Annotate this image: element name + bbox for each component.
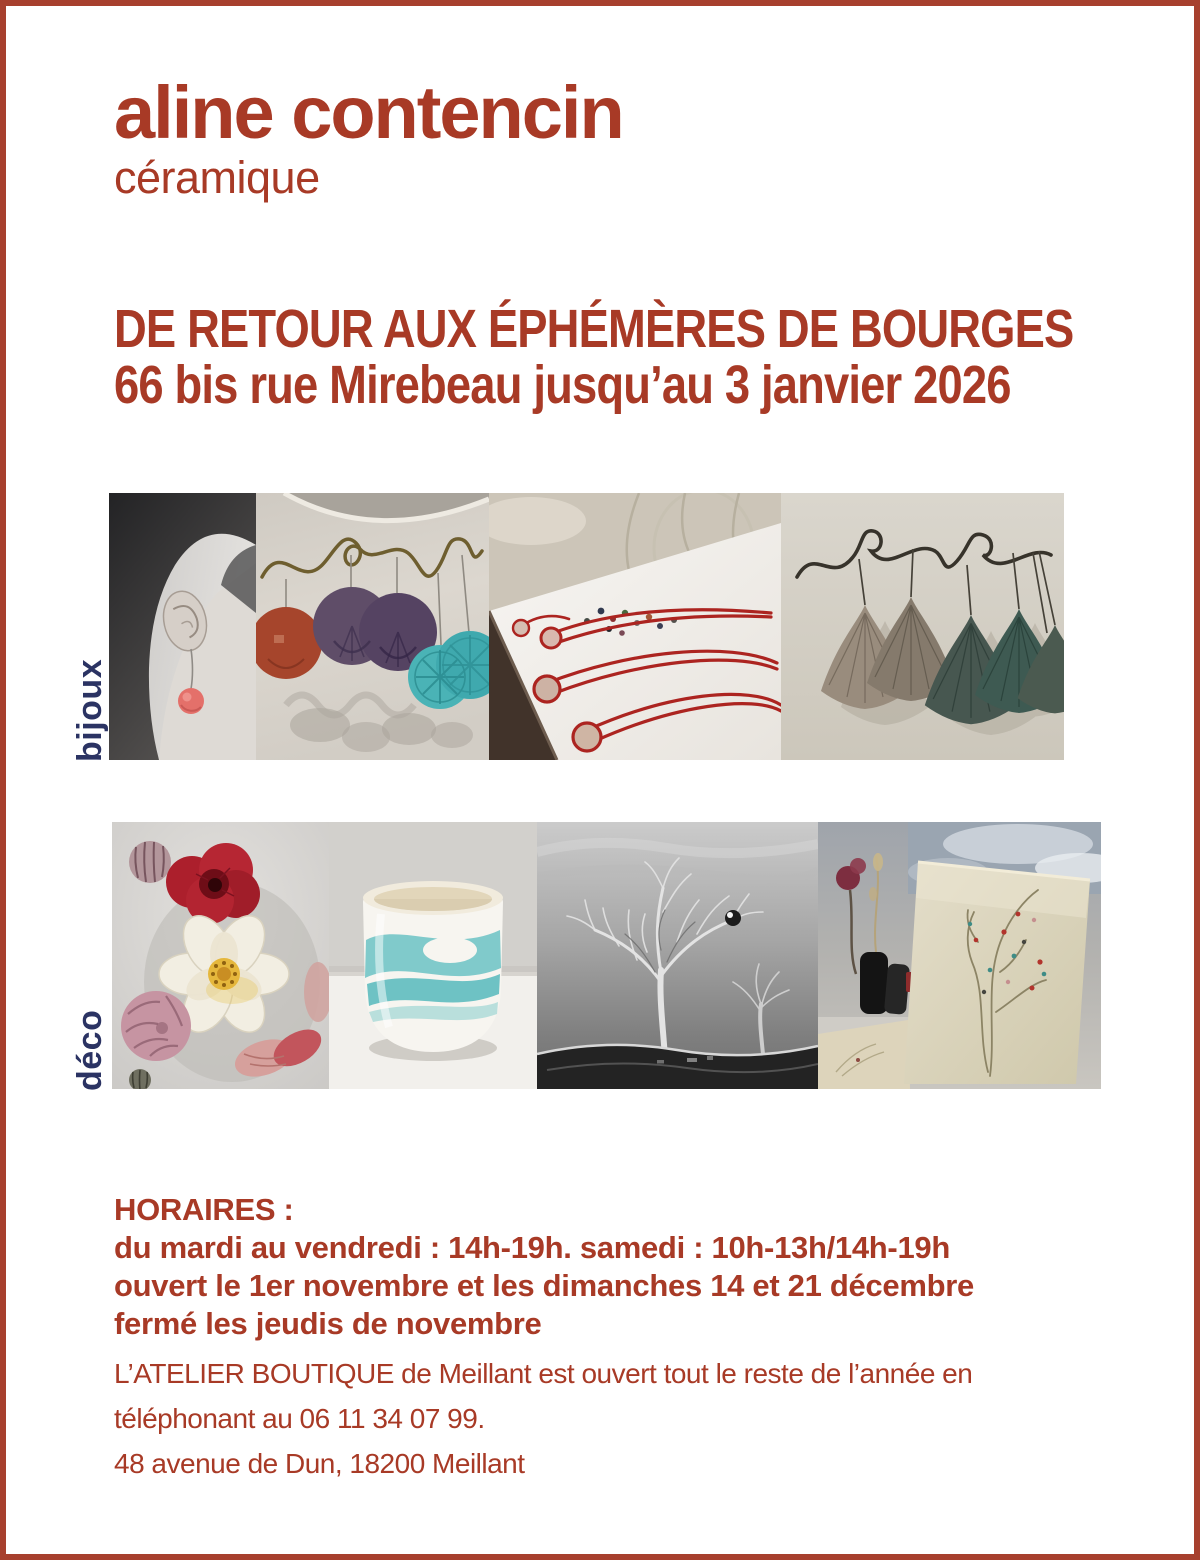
photo-hanging-earrings: [256, 493, 489, 760]
hours-schedule-line-2: ouvert le 1er novembre et les dimanches 14 et 21 décembre: [114, 1268, 974, 1304]
header: [6, 6, 1194, 201]
hours-title: HORAIRES :: [114, 1192, 294, 1228]
ginkgo-leaves-graphic: [781, 493, 1064, 760]
announcement: [114, 299, 1194, 416]
announcement-line-2: 66 bis rue Mirebeau jusqu’au 3 janvier 2026: [114, 355, 1011, 416]
photo-row-bijoux: [109, 493, 1064, 760]
hours-info: [114, 1351, 1194, 1486]
turquoise-cup-graphic: [329, 822, 537, 1089]
artist-specialty: céramique: [114, 152, 320, 203]
photo-tree-engraving: [537, 822, 818, 1089]
hours-address: 48 avenue de Dun, 18200 Meillant: [114, 1448, 525, 1480]
ceramic-flowers-graphic: [112, 822, 329, 1089]
photo-ceramic-flowers: [112, 822, 329, 1089]
gallery-deco: [6, 822, 1194, 1092]
photo-branch-plate: [818, 822, 1101, 1089]
gallery-label-deco: déco: [71, 1009, 109, 1092]
earring-portrait-graphic: [109, 493, 256, 760]
gallery-bijoux: [6, 493, 1194, 763]
hours-schedule-line-1: du mardi au vendredi : 14h-19h. samedi : 10h-13h/14h-19h: [114, 1230, 950, 1266]
hours-schedule-line-3: fermé les jeudis de novembre: [114, 1306, 542, 1342]
photo-earring-portrait: [109, 493, 256, 760]
photo-ginkgo-leaves: [781, 493, 1064, 760]
hours-info-line-2: téléphonant au 06 11 34 07 99.: [114, 1403, 485, 1435]
gallery-label-bijoux: bijoux: [71, 659, 109, 763]
photo-red-pendants: [489, 493, 781, 760]
tree-engraving-graphic: [537, 822, 818, 1089]
photo-row-deco: [112, 822, 1101, 1089]
hanging-earrings-graphic: [256, 493, 489, 760]
artist-name: aline contencin: [114, 71, 623, 154]
hours-section: [114, 1191, 1194, 1486]
announcement-line-1: DE RETOUR AUX ÉPHÉMÈRES DE BOURGES: [114, 299, 1074, 360]
hours-info-line-1: L’ATELIER BOUTIQUE de Meillant est ouvert tout le reste de l’année en: [114, 1358, 973, 1390]
branch-plate-graphic: [818, 822, 1101, 1089]
photo-turquoise-cup: [329, 822, 537, 1089]
red-pendants-graphic: [489, 493, 781, 760]
